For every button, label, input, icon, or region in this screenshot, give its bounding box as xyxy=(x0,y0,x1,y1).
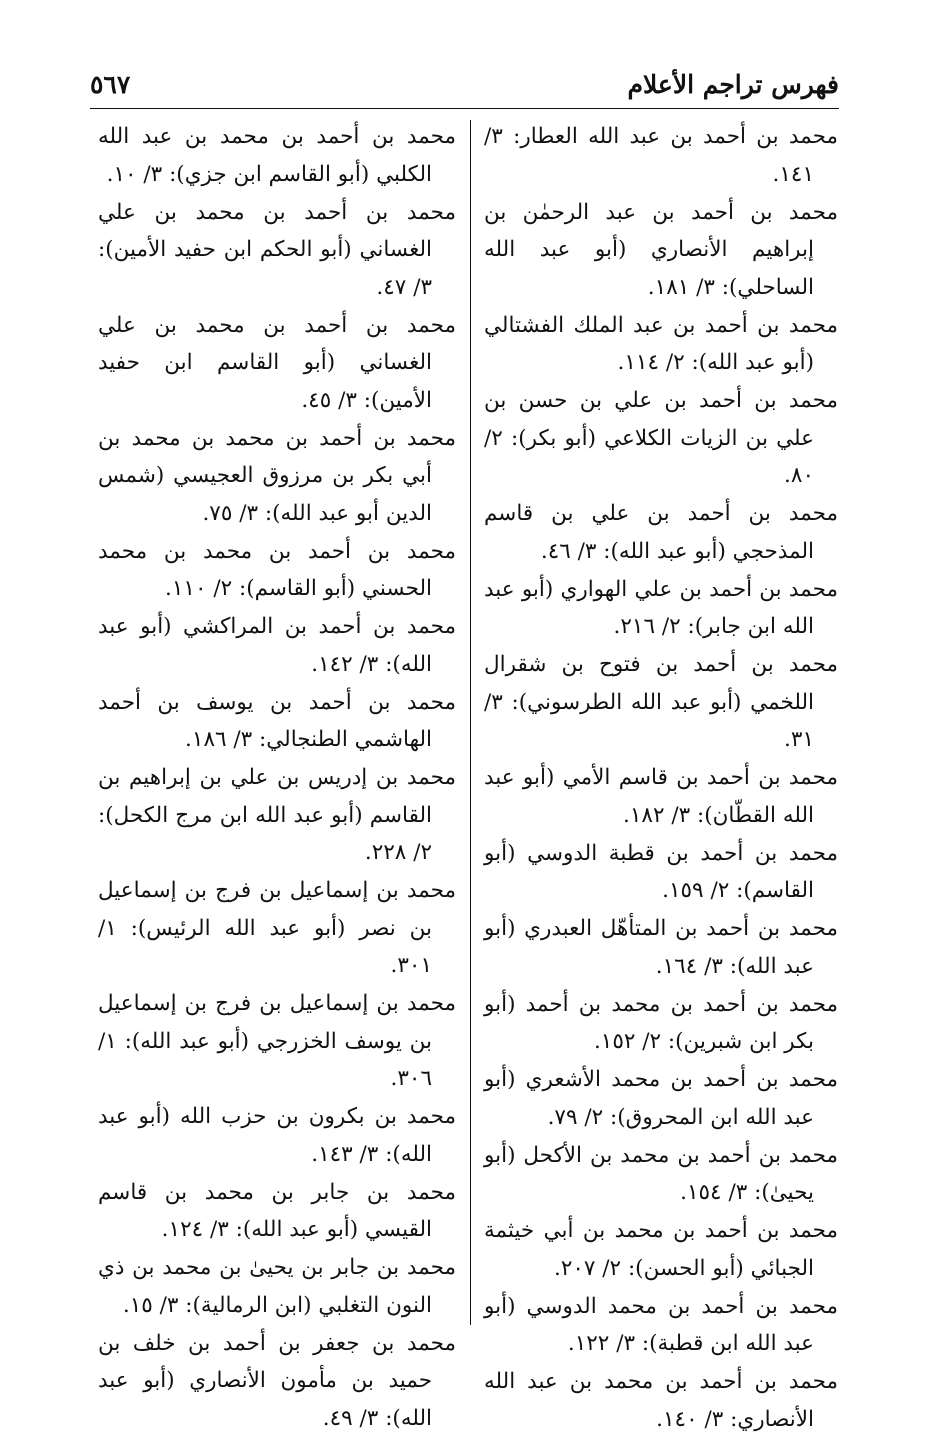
index-entry: محمد بن جعفر بن أحمد بن خلف بن حميد بن مأمون الأنصاري (أبو عبد الله): ٣/ ٤٩. xyxy=(98,1330,456,1431)
index-entry: محمد بن أحمد بن فتوح بن شقرال اللخمي (أبو عبد الله الطرسوني): ٣/ ٣١. xyxy=(484,652,838,752)
index-entry: محمد بن أحمد بن محمد بن عبد الله الأنصاري: ٣/ ١٤٠. xyxy=(484,1369,838,1432)
index-entry: محمد بن أحمد بن عبد الرحمٰن بن إبراهيم الأنصاري (أبو عبد الله الساحلي): ٣/ ١٨١. xyxy=(484,199,838,300)
index-entry: محمد بن أحمد بن محمد بن علي الغساني (أبو القاسم ابن حفيد الأمين): ٣/ ٤٥. xyxy=(98,312,456,413)
index-entry: محمد بن أحمد بن محمد بن محمد الحسني (أبو القاسم): ٢/ ١١٠. xyxy=(98,538,456,601)
index-entry: محمد بن جابر بن محمد بن قاسم القيسي (أبو عبد الله): ٣/ ١٢٤. xyxy=(98,1179,456,1242)
index-entry: محمد بن أحمد بن محمد بن عبد الله الكلبي (أبو القاسم ابن جزي): ٣/ ١٠. xyxy=(98,124,456,187)
index-entry: محمد بن أحمد بن علي الهواري (أبو عبد الله ابن جابر): ٢/ ٢١٦. xyxy=(484,576,838,639)
running-title: فهرس تراجم الأعلام xyxy=(627,69,839,99)
index-entry: محمد بن جابر بن يحيىٰ بن محمد بن ذي النون التغلبي (ابن الرمالية): ٣/ ١٥. xyxy=(98,1255,456,1318)
index-entry: محمد بن أحمد بن محمد بن أبي خيثمة الجبائي (أبو الحسن): ٢/ ٢٠٧. xyxy=(484,1218,838,1281)
index-entry: محمد بن إدريس بن علي بن إبراهيم بن القاسم (أبو عبد الله ابن مرج الكحل): ٢/ ٢٢٨. xyxy=(98,765,456,865)
index-entry: محمد بن إسماعيل بن فرج بن إسماعيل بن يوسف الخزرجي (أبو عبد الله): ١/ ٣٠٦. xyxy=(98,991,456,1091)
index-entry: محمد بن أحمد بن علي بن حسن بن علي بن الزيات الكلاعي (أبو بكر): ٢/ ٨٠. xyxy=(484,388,838,488)
index-entry: محمد بن أحمد بن عبد الله العطار: ٣/ ١٤١. xyxy=(484,124,838,187)
page-number: ٥٦٧ xyxy=(90,69,131,99)
index-entry: محمد بن أحمد بن عبد الملك الفشتالي (أبو عبد الله): ٢/ ١١٤. xyxy=(484,312,838,375)
index-entry: محمد بن أحمد بن محمد الدوسي (أبو عبد الله ابن قطبة): ٣/ ١٢٢. xyxy=(484,1293,838,1356)
index-entry: محمد بن أحمد بن محمد بن الأكحل (أبو يحيىٰ): ٣/ ١٥٤. xyxy=(484,1142,838,1205)
index-entry: محمد بن أحمد بن محمد بن علي الغساني (أبو الحكم ابن حفيد الأمين): ٣/ ٤٧. xyxy=(98,199,456,300)
page-header xyxy=(90,66,839,102)
index-entry: محمد بن أحمد بن محمد الأشعري (أبو عبد الله ابن المحروق): ٢/ ٧٩. xyxy=(484,1067,838,1130)
header-rule xyxy=(90,108,839,109)
right-column xyxy=(484,118,838,1439)
index-entry: محمد بن أحمد بن المراكشي (أبو عبد الله): ٣/ ١٤٢. xyxy=(98,614,456,677)
column-divider xyxy=(470,120,471,1325)
index-entry: محمد بن أحمد بن علي بن قاسم المذحجي (أبو عبد الله): ٣/ ٤٦. xyxy=(484,501,838,564)
index-entry: محمد بن أحمد بن محمد بن أحمد (أبو بكر ابن شبرين): ٢/ ١٥٢. xyxy=(484,991,838,1054)
index-entry: محمد بن أحمد بن يوسف بن أحمد الهاشمي الطنجالي: ٣/ ١٨٦. xyxy=(98,689,456,752)
index-entry: محمد بن أحمد بن المتأهّل العبدري (أبو عبد الله): ٣/ ١٦٤. xyxy=(484,916,838,979)
index-entry: محمد بن أحمد بن قاسم الأمي (أبو عبد الله القطّان): ٣/ ١٨٢. xyxy=(484,765,838,828)
index-entry: محمد بن بكرون بن حزب الله (أبو عبد الله): ٣/ ١٤٣. xyxy=(98,1104,456,1167)
index-entry: محمد بن إسماعيل بن فرج بن إسماعيل بن نصر (أبو عبد الله الرئيس): ١/ ٣٠١. xyxy=(98,878,456,978)
index-entry: محمد بن أحمد بن محمد بن محمد بن أبي بكر بن مرزوق العجيسي (شمس الدين أبو عبد الله): ٣/ ٧٥. xyxy=(98,425,456,526)
index-entry: محمد بن أحمد بن قطبة الدوسي (أبو القاسم): ٢/ ١٥٩. xyxy=(484,840,838,903)
left-column xyxy=(98,118,456,1438)
